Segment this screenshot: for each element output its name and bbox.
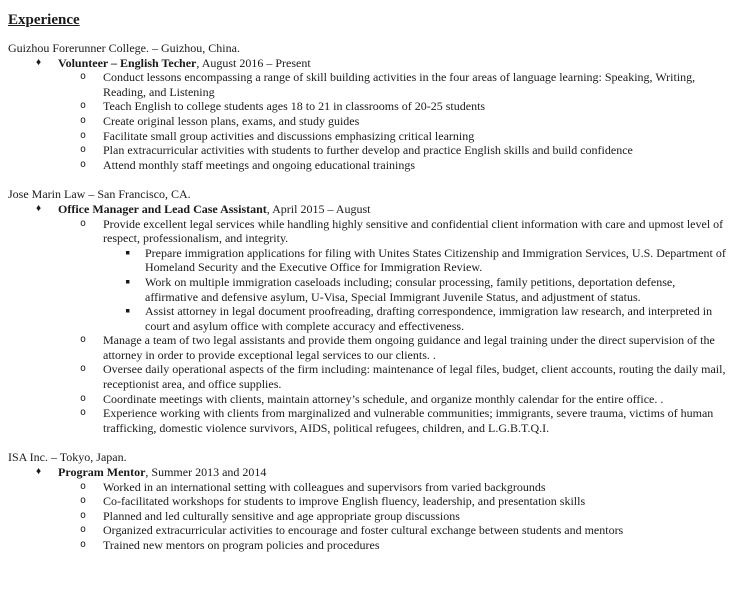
job-title: Program Mentor bbox=[58, 465, 146, 480]
bullet-item bbox=[125, 275, 726, 304]
square-bullet-icon: ▪ bbox=[125, 276, 131, 287]
circle-bullet-icon: o bbox=[80, 217, 87, 229]
bullet-text: Create original lesson plans, exams, and study guides bbox=[103, 113, 360, 128]
circle-bullet-icon: o bbox=[80, 495, 87, 507]
job-title: Volunteer – English Techer bbox=[58, 55, 197, 70]
job-dates: , April 2015 – August bbox=[266, 201, 371, 216]
bullet-text: Planned and led culturally sensitive and age appropriate group discussions bbox=[103, 508, 460, 523]
job-entry bbox=[8, 41, 726, 172]
square-bullet-icon: ▪ bbox=[125, 306, 131, 317]
bullet-item bbox=[80, 392, 726, 407]
bullet-item bbox=[80, 538, 726, 553]
circle-bullet-icon: o bbox=[80, 114, 87, 126]
circle-bullet-icon: o bbox=[80, 509, 87, 521]
bullet-text: Assist attorney in legal document proofreading, drafting correspondence, immigration law research, and interpreted in court and asylum office with complete accuracy and effectiveness. bbox=[145, 304, 713, 333]
bullet-item bbox=[80, 406, 726, 435]
bullet-text: Attend monthly staff meetings and ongoing educational trainings bbox=[103, 157, 416, 172]
section-heading: Experience bbox=[8, 12, 80, 28]
circle-bullet-icon: o bbox=[80, 392, 87, 404]
bullet-text: Manage a team of two legal assistants and provide them ongoing guidance and legal training under the direct supervision of the attorney in order to provide exceptional legal services to our clients. . bbox=[103, 333, 715, 362]
circle-bullet-icon: o bbox=[80, 71, 87, 83]
company-line: Guizhou Forerunner College. – Guizhou, China. bbox=[8, 41, 240, 55]
circle-bullet-icon: o bbox=[80, 158, 87, 170]
bullet-item bbox=[80, 217, 726, 246]
job-title: Office Manager and Lead Case Assistant bbox=[58, 201, 267, 216]
job-title-line bbox=[36, 202, 726, 217]
bullet-item bbox=[80, 129, 726, 144]
bullet-text: Coordinate meetings with clients, maintain attorney’s schedule, and organize monthly calendar for the entire office. . bbox=[103, 391, 664, 406]
bullet-text: Co-facilitated workshops for students to improve English fluency, leadership, and presentation skills bbox=[103, 494, 586, 509]
bullet-item bbox=[125, 246, 726, 275]
bullet-item bbox=[80, 333, 726, 362]
bullet-item bbox=[80, 143, 726, 158]
circle-bullet-icon: o bbox=[80, 363, 87, 375]
diamond-bullet-icon: ♦ bbox=[36, 202, 42, 214]
bullet-text: Teach English to college students ages 18 to 21 in classrooms of 20-25 students bbox=[103, 99, 486, 114]
circle-bullet-icon: o bbox=[80, 524, 87, 536]
bullet-text: Worked in an international setting with colleagues and supervisors from varied backgrounds bbox=[103, 479, 546, 494]
job-dates: , Summer 2013 and 2014 bbox=[145, 465, 267, 480]
bullet-text: Provide excellent legal services while handling highly sensitive and confidential client information with care and upmost level of respect, professionalism, and integrity. bbox=[103, 216, 724, 246]
bullet-text: Conduct lessons encompassing a range of skill building activities in the four areas of language learning: Speaking, Writing, Reading, and Listening bbox=[103, 70, 696, 99]
job-title-text bbox=[58, 202, 370, 217]
company-line: Jose Marin Law – San Francisco, CA. bbox=[8, 187, 191, 202]
circle-bullet-icon: o bbox=[80, 144, 87, 156]
bullet-item bbox=[80, 509, 726, 524]
job-entry bbox=[8, 187, 726, 435]
bullet-item bbox=[125, 304, 726, 333]
diamond-bullet-icon: ♦ bbox=[36, 466, 42, 478]
bullet-text: Trained new mentors on program policies and procedures bbox=[103, 538, 380, 552]
bullet-item bbox=[80, 480, 726, 495]
circle-bullet-icon: o bbox=[80, 129, 87, 141]
circle-bullet-icon: o bbox=[80, 407, 87, 419]
job-title-text bbox=[58, 465, 266, 480]
bullet-item bbox=[80, 99, 726, 114]
bullet-text: Work on multiple immigration caseloads including; consular processing, family petitions, deportation defense, affirmative and defensive asylum, U-Visa, Special Immigrant Juvenile Status, and adjustment of status. bbox=[145, 274, 676, 304]
bullet-text: Facilitate small group activities and discussions emphasizing critical learning bbox=[103, 128, 475, 143]
job-entry bbox=[8, 450, 726, 552]
bullet-text: Oversee daily operational aspects of the firm including: maintenance of legal files, budget, client accounts, routing the daily mail, receptionist area, and office supplies. bbox=[103, 362, 726, 392]
bullet-item bbox=[80, 494, 726, 509]
bullet-item bbox=[80, 523, 726, 538]
circle-bullet-icon: o bbox=[80, 100, 87, 112]
job-title-text bbox=[58, 56, 311, 71]
circle-bullet-icon: o bbox=[80, 539, 87, 550]
bullet-item bbox=[80, 114, 726, 129]
bullet-text: Prepare immigration applications for filing with Unites States Citizenship and Immigration Services, U.S. Department of Homeland Security and the Executive Office for Immigration Review. bbox=[145, 245, 726, 275]
bullet-item bbox=[80, 362, 726, 391]
bullet-text: Experience working with clients from marginalized and vulnerable communities; immigrants, severe trauma, victims of human trafficking, domestic violence survivors, AIDS, political refugees, children, and L.G.B.T.Q.I. bbox=[103, 406, 714, 435]
bullet-text: Organized extracurricular activities to encourage and foster cultural exchange between students and mentors bbox=[103, 523, 624, 538]
bullet-item bbox=[80, 158, 726, 173]
circle-bullet-icon: o bbox=[80, 334, 87, 346]
circle-bullet-icon: o bbox=[80, 480, 87, 492]
job-title-line bbox=[36, 465, 726, 480]
company-line: ISA Inc. – Tokyo, Japan. bbox=[8, 450, 127, 465]
job-list bbox=[8, 41, 726, 553]
diamond-bullet-icon: ♦ bbox=[36, 56, 42, 68]
bullet-item bbox=[80, 70, 726, 99]
square-bullet-icon: ▪ bbox=[125, 247, 131, 258]
bullet-text: Plan extracurricular activities with students to further develop and practice English skills and build confidence bbox=[103, 143, 633, 158]
job-title-line bbox=[36, 56, 726, 71]
job-dates: , August 2016 – Present bbox=[196, 55, 311, 70]
